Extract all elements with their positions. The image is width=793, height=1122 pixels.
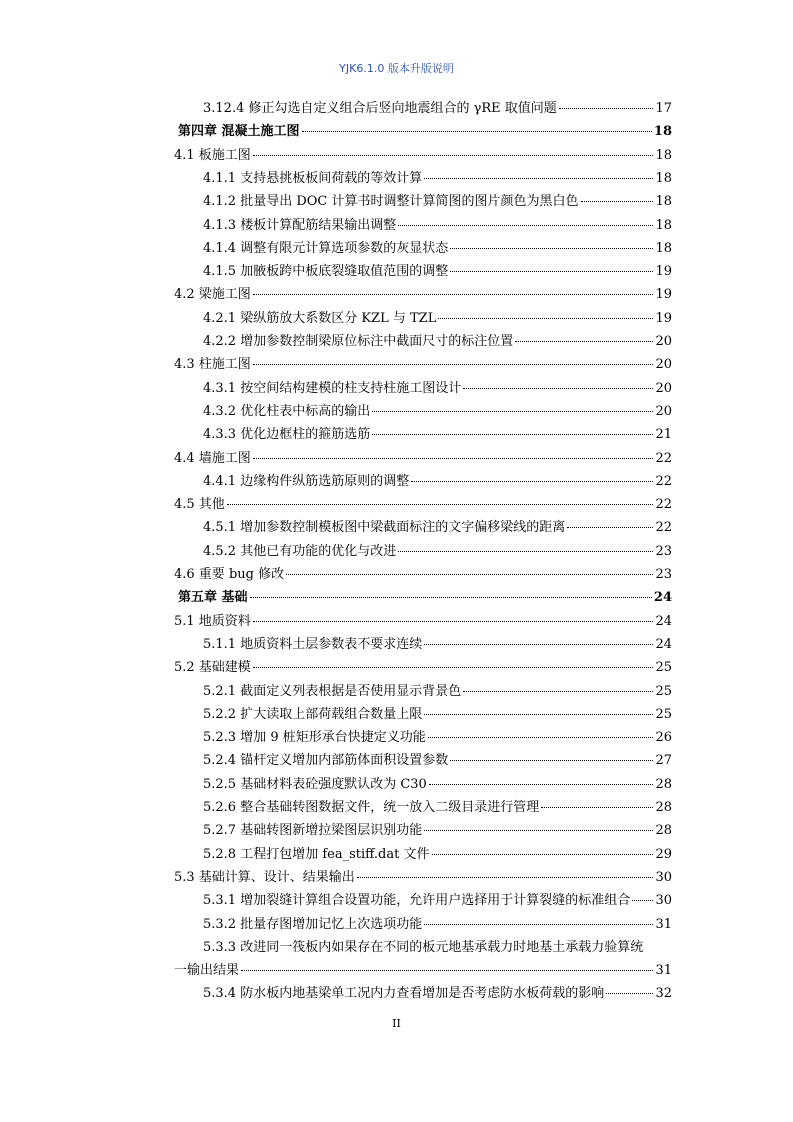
toc-entry[interactable] [203,749,672,772]
toc-leader-dots [253,155,654,156]
toc-entry-title: 4.1.5 加腋板跨中板底裂缝取值范围的调整 [203,264,449,280]
toc-entry-title: 一输出结果 [174,963,240,979]
toc-page-number: 28 [655,776,672,792]
toc-entry-title: 5.2.7 基础转图新增拉梁图层识别功能 [203,823,423,839]
toc-leader-dots [302,131,652,132]
toc-chapter-entry[interactable] [178,586,672,609]
toc-page-number: 29 [655,846,672,862]
toc-page-number: 28 [655,800,672,815]
toc-entry[interactable] [203,307,672,330]
toc-leader-dots [559,108,654,109]
toc-entry-title: 5.2.8 工程打包增加 fea_stiff.dat 文件 [203,846,430,862]
toc-entry[interactable] [203,190,672,213]
toc-entry[interactable] [203,97,672,120]
toc-leader-dots [429,784,654,785]
toc-entry[interactable] [174,493,672,516]
toc-leader-dots [632,900,653,901]
toc-entry[interactable] [203,167,672,190]
toc-leader-dots [253,458,654,459]
toc-entry-title: 4.3 柱施工图 [174,357,251,373]
toc-entry-title: 4.5.2 其他已有功能的优化与改进 [203,543,397,559]
toc-entry-title: 5.2.5 基础材料表砼强度默认改为 C30 [203,776,427,792]
toc-entry[interactable] [174,610,672,633]
toc-page-number: 24 [655,636,672,652]
toc-entry-title: 第五章 基础 [178,590,248,606]
toc-entry[interactable] [203,330,672,353]
toc-entry-title: 5.2.2 扩大读取上部荷载组合数量上限 [203,706,423,722]
toc-page-number: 18 [655,194,672,210]
toc-page-number: 22 [655,450,672,466]
toc-page-number: 17 [655,101,672,116]
toc-entry-title: 4.4.1 边缘构件纵筋选筋原则的调整 [203,473,410,489]
toc-page-number: 20 [655,403,672,419]
toc-entry-title: 4.3.1 按空间结构建模的柱支持柱施工图设计 [203,380,462,396]
toc-entry-title: 5.2 基础建模 [174,660,251,676]
toc-page-number: 27 [655,753,672,769]
toc-page-number: 20 [655,380,672,396]
toc-page-number: 31 [655,916,672,932]
toc-entry[interactable] [203,400,672,423]
toc-page-number: 30 [655,893,672,909]
toc-leader-dots [424,714,653,715]
toc-leader-dots [438,318,653,319]
toc-page-number: 21 [655,427,672,443]
toc-entry[interactable] [203,237,672,260]
toc-entry-title: 4.5.1 增加参数控制模板图中梁截面标注的文字偏移梁线的距离 [203,520,566,536]
toc-leader-dots [424,924,653,925]
toc-leader-dots [463,388,653,389]
toc-entry[interactable] [203,680,672,703]
toc-entry-title: 4.1.1 支持悬挑板板间荷载的等效计算 [203,170,423,186]
toc-leader-dots [428,737,654,738]
toc-leader-dots [581,201,654,202]
toc-entry-title: 4.6 重要 bug 修改 [174,567,285,582]
toc-page-number: 19 [655,310,672,326]
toc-entry[interactable] [174,353,672,376]
toc-entry-title: 5.1 地质资料 [174,613,251,629]
toc-page-number: 31 [655,963,672,979]
toc-page-number: 18 [655,170,672,186]
toc-leader-dots [432,854,654,855]
toc-page-number: 28 [655,823,672,839]
toc-entry[interactable] [203,214,672,237]
toc-entry[interactable] [203,377,672,400]
toc-leader-dots [253,294,654,295]
toc-entry-title: 5.2.3 增加 9 桩矩形承台快捷定义功能 [203,730,426,746]
toc-leader-dots [241,970,653,971]
toc-page-number: 18 [655,240,672,256]
toc-leader-dots [567,527,653,528]
toc-page-number: 20 [655,357,672,373]
toc-entry[interactable] [174,563,672,586]
toc-entry[interactable] [174,447,672,470]
toc-entry[interactable] [203,773,672,796]
toc-page-number: 24 [655,613,672,629]
toc-entry[interactable] [203,726,672,749]
toc-entry[interactable] [203,796,672,819]
page-header: YJK6.1.0 版本升版说明 [339,62,454,75]
toc-entry-title: 3.12.4 修正勾选自定义组合后竖向地震组合的 γRE 取值问题 [203,101,557,116]
toc-entry[interactable] [203,819,672,842]
toc-leader-dots [424,178,653,179]
toc-leader-dots [372,434,653,435]
toc-entry-title: 5.3.2 批量存图增加记忆上次选项功能 [203,916,423,932]
toc-entry[interactable] [174,144,672,167]
toc-entry-title: 5.3 基础计算、设计、结果输出 [174,869,355,885]
toc-page-number: 30 [655,869,672,885]
toc-leader-dots [424,830,653,831]
toc-entry[interactable] [203,260,672,283]
toc-entry-title: 4.1 板施工图 [174,147,251,163]
toc-entry-title: 5.2.1 截面定义列表根据是否使用显示背景色 [203,683,462,699]
toc-leader-dots [357,877,654,878]
toc-page-number: 18 [655,217,672,233]
toc-entry-title: 4.2 梁施工图 [174,287,251,303]
toc-page-number: 26 [655,730,672,746]
toc-page-number: 19 [655,264,672,280]
toc-page-number: 22 [655,497,672,513]
toc-page-number: 18 [653,124,672,140]
toc-leader-dots [515,341,653,342]
toc-entry[interactable] [203,703,672,726]
toc-entry-title: 第四章 混凝土施工图 [178,124,300,140]
toc-entry-title: 4.2.2 增加参数控制梁原位标注中截面尺寸的标注位置 [203,334,514,349]
toc-leader-dots [372,411,653,412]
toc-entry-title: 4.1.3 楼板计算配筋结果输出调整 [203,217,397,233]
toc-entry-title: 4.1.2 批量导出 DOC 计算书时调整计算简图的图片颜色为黑白色 [203,194,579,210]
toc-page-number: 18 [655,147,672,163]
toc-entry-title: 4.3.3 优化边框柱的箍筋选筋 [203,427,371,443]
toc-entry-title: 4.3.2 优化柱表中标高的输出 [203,403,371,419]
toc-page-number: 23 [655,543,672,559]
toc-page-number: 22 [655,520,672,536]
toc-entry-title: 4.2.1 梁纵筋放大系数区分 KZL 与 TZL [203,310,437,326]
toc-entry[interactable] [203,516,672,539]
toc-leader-dots [541,807,653,808]
toc-entry-title: 5.2.4 锚杆定义增加内部筋体面积设置参数 [203,753,449,769]
toc-chapter-entry[interactable] [178,120,672,143]
toc-leader-dots [253,364,654,365]
toc-entry[interactable] [203,982,672,1005]
toc-leader-dots [286,574,653,575]
toc-entry-title: 5.2.6 整合基础转图数据文件，统一放入二级目录进行管理 [203,800,540,815]
toc-page-number: 23 [655,567,672,582]
toc-entry[interactable] [174,656,672,679]
toc-entry[interactable] [203,913,672,936]
toc-entry[interactable] [174,283,672,306]
page-number: II [392,1017,401,1030]
toc-entry-title: 5.3.1 增加裂缝计算组合设置功能，允许用户选择用于计算裂缝的标准组合 [203,893,631,909]
toc-leader-dots [450,271,653,272]
toc-leader-dots [253,621,654,622]
toc-entry-title: 5.1.1 地质资料土层参数表不要求连续 [203,636,423,652]
toc-entry[interactable] [203,423,672,446]
toc-leader-dots [398,551,653,552]
toc-entry-title: 5.3.4 防水板内地基梁单工况内力查看增加是否考虑防水板荷载的影响 [203,986,605,1002]
toc-entry[interactable] [174,866,672,889]
toc-page-number: 25 [655,660,672,676]
toc-page-number: 25 [655,706,672,722]
toc-page-number: 20 [655,334,672,349]
toc-leader-dots [606,993,653,994]
toc-entry[interactable] [203,470,672,493]
toc-entry[interactable] [174,959,672,982]
toc-page-number: 24 [653,590,672,606]
toc-leader-dots [450,760,653,761]
toc-page-number: 19 [655,287,672,303]
toc-entry[interactable] [203,633,672,656]
toc-leader-dots [398,225,653,226]
toc-leader-dots [227,504,654,505]
toc-leader-dots [450,248,653,249]
toc-page-number: 32 [655,986,672,1002]
toc-leader-dots [424,644,653,645]
toc-entry-title[interactable]: 5.3.3 改进同一筏板内如果存在不同的板元地基承载力时地基土承载力验算统 [203,939,644,955]
toc-entry[interactable] [203,843,672,866]
toc-entry[interactable] [203,889,672,912]
toc-leader-dots [411,481,653,482]
toc-leader-dots [250,597,652,598]
toc-leader-dots [463,691,653,692]
toc-page-number: 25 [655,683,672,699]
toc-entry-title: 4.5 其他 [174,497,225,513]
toc-entry[interactable] [203,540,672,563]
toc-page-number: 22 [655,473,672,489]
toc-entry-title: 4.1.4 调整有限元计算选项参数的灰显状态 [203,240,449,256]
toc-entry-title: 4.4 墙施工图 [174,450,251,466]
toc-leader-dots [253,667,654,668]
